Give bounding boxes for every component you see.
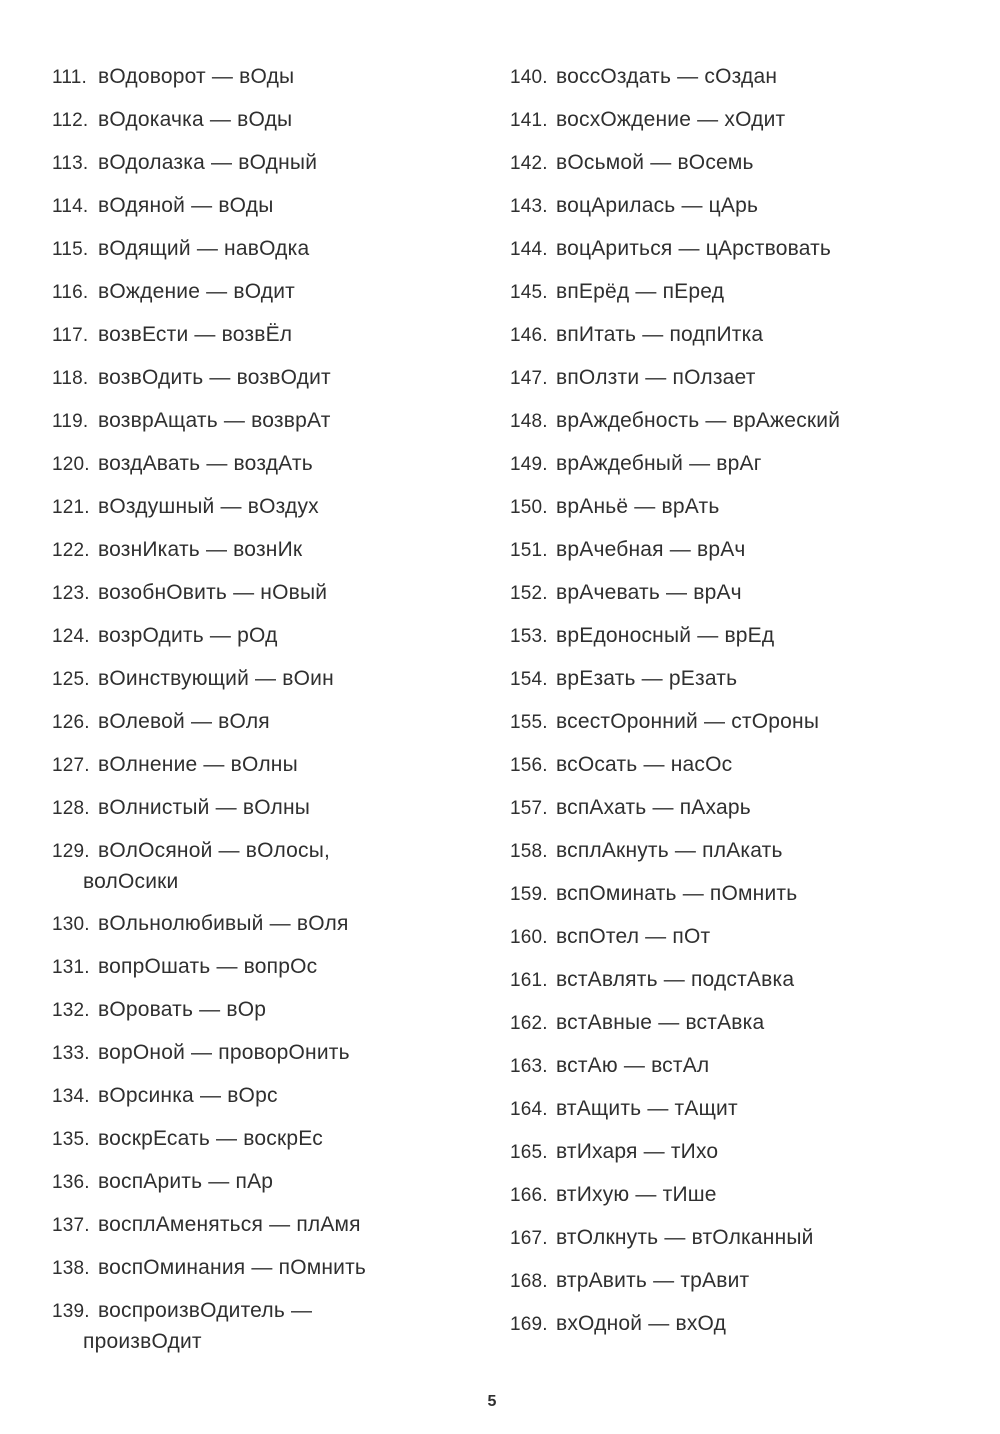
entry-number: 159. <box>510 884 548 905</box>
entry-text: вОрсинка — вОрс <box>98 1084 278 1107</box>
entry-number: 158. <box>510 841 548 862</box>
entry-number: 115. <box>52 239 89 260</box>
list-item <box>510 793 980 836</box>
list-item <box>52 836 492 909</box>
entry-number: 163. <box>510 1056 548 1077</box>
entry-number: 157. <box>510 798 548 819</box>
entry-text: восхОждение — хОдит <box>556 108 786 131</box>
entry-text: втИхаря — тИхо <box>556 1140 719 1163</box>
list-item <box>52 1038 492 1081</box>
list-item <box>52 363 492 406</box>
entry-number: 160. <box>510 927 548 948</box>
entry-text: вОсьмой — вОсемь <box>556 151 754 174</box>
entry-number: 150. <box>510 497 548 518</box>
list-item <box>52 578 492 621</box>
entry-text: вОдоворот — вОды <box>98 65 295 88</box>
entry-number: 136. <box>52 1172 90 1193</box>
entry-text: втИхую — тИше <box>556 1183 717 1206</box>
list-item <box>510 578 980 621</box>
list-item <box>510 836 980 879</box>
list-item <box>510 62 980 105</box>
entry-number: 166. <box>510 1185 548 1206</box>
entry-text: вОинствующий — вОин <box>98 667 334 690</box>
entry-number: 126. <box>52 712 90 733</box>
entry-text: воцАриться — цАрствовать <box>556 237 832 260</box>
entry-text: воспОминания — пОмнить <box>98 1256 367 1279</box>
entry-text: вспАхать — пАхарь <box>556 796 751 819</box>
entry-text: вОлОсяной — вОлосы, <box>98 839 331 862</box>
entry-number: 138. <box>52 1258 90 1279</box>
entry-text: воздАвать — воздАть <box>98 452 313 475</box>
list-item <box>510 148 980 191</box>
entry-text: вОлнение — вОлны <box>98 753 298 776</box>
entry-number: 140. <box>510 67 548 88</box>
list-item <box>510 234 980 277</box>
entry-text: вОлевой — вОля <box>98 710 270 733</box>
list-item <box>52 909 492 952</box>
list-item <box>510 1223 980 1266</box>
entry-number: 139. <box>52 1301 90 1322</box>
entry-number: 147. <box>510 368 548 389</box>
entry-text: всплАкнуть — плАкать <box>556 839 783 862</box>
entry-number: 148. <box>510 411 548 432</box>
page-number: 5 <box>487 1393 497 1410</box>
entry-text: встАю — встАл <box>556 1054 710 1077</box>
entry-text: воскрЕсать — воскрЕс <box>98 1127 323 1150</box>
list-item <box>52 707 492 750</box>
list-item <box>510 1180 980 1223</box>
entry-text: врАчебная — врАч <box>556 538 746 561</box>
entry-text: втАщить — тАщит <box>556 1097 738 1120</box>
list-item <box>52 1081 492 1124</box>
entry-number: 128. <box>52 798 90 819</box>
list-item <box>510 922 980 965</box>
list-item <box>52 952 492 995</box>
entry-text: возврАщать — возврАт <box>98 409 331 432</box>
entry-text: врАньё — врАть <box>556 495 720 518</box>
list-item <box>510 664 980 707</box>
list-item <box>52 191 492 234</box>
list-item <box>52 1167 492 1210</box>
list-item <box>510 1266 980 1309</box>
entry-number: 123. <box>52 583 90 604</box>
entry-text: воцАрилась — цАрь <box>556 194 759 217</box>
right-column <box>510 62 980 1352</box>
list-item <box>510 1008 980 1051</box>
entry-text: вОлнистый — вОлны <box>98 796 311 819</box>
entry-text: вхОдной — вхОд <box>556 1312 727 1335</box>
entry-number: 111. <box>52 67 87 88</box>
entry-number: 142. <box>510 153 548 174</box>
list-item <box>510 621 980 664</box>
entry-number: 124. <box>52 626 90 647</box>
list-item <box>52 105 492 148</box>
entry-number: 129. <box>52 841 90 862</box>
list-item <box>52 406 492 449</box>
entry-text: возвОдить — возвОдит <box>98 366 331 389</box>
list-item <box>52 793 492 836</box>
list-item <box>510 406 980 449</box>
entry-text: вОждение — вОдит <box>98 280 295 303</box>
list-item <box>510 750 980 793</box>
entry-text: вспОтел — пОт <box>556 925 711 948</box>
entry-text: воспАрить — пАр <box>98 1170 274 1193</box>
entry-number: 116. <box>52 282 89 303</box>
entry-number: 164. <box>510 1099 548 1120</box>
entry-text: вОдящий — навОдка <box>98 237 310 260</box>
list-item <box>510 492 980 535</box>
list-item <box>52 1296 492 1369</box>
entry-text: ворОной — проворОнить <box>98 1041 350 1064</box>
entry-number: 149. <box>510 454 548 475</box>
list-item <box>510 363 980 406</box>
list-item <box>510 1137 980 1180</box>
entry-number: 161. <box>510 970 548 991</box>
entry-number: 131. <box>52 957 90 978</box>
entry-number: 168. <box>510 1271 548 1292</box>
entry-text: вспОминать — пОмнить <box>556 882 798 905</box>
entry-text: вознИкать — вознИк <box>98 538 303 561</box>
list-item <box>52 449 492 492</box>
entry-number: 153. <box>510 626 548 647</box>
entry-number: 152. <box>510 583 548 604</box>
entry-continuation: произвОдит <box>83 1330 202 1353</box>
entry-number: 117. <box>52 325 89 346</box>
entry-number: 130. <box>52 914 90 935</box>
entry-text: воссОздать — сОздан <box>556 65 778 88</box>
list-item <box>510 105 980 148</box>
entry-text: встАвлять — подстАвка <box>556 968 795 991</box>
list-item <box>52 535 492 578</box>
entry-number: 146. <box>510 325 548 346</box>
entry-text: впЕрёд — пЕред <box>556 280 725 303</box>
list-item <box>52 62 492 105</box>
list-item <box>510 965 980 1008</box>
list-item <box>510 707 980 750</box>
list-item <box>510 320 980 363</box>
entry-number: 144. <box>510 239 548 260</box>
entry-text: всОсать — насОс <box>556 753 733 776</box>
list-item <box>52 664 492 707</box>
entry-text: врАждебный — врАг <box>556 452 762 475</box>
entry-text: вопрОшать — вопрОс <box>98 955 318 978</box>
list-item <box>510 879 980 922</box>
entry-text: вОздушный — вОздух <box>98 495 319 518</box>
entry-number: 119. <box>52 411 89 432</box>
entry-text: возобнОвить — нОвый <box>98 581 328 604</box>
list-item <box>52 995 492 1038</box>
left-column <box>52 62 492 1369</box>
entry-text: всестОронний — стОроны <box>556 710 820 733</box>
entry-number: 132. <box>52 1000 90 1021</box>
list-item <box>52 492 492 535</box>
list-item <box>52 1210 492 1253</box>
entry-number: 141. <box>510 110 548 131</box>
entry-text: восплАменяться — плАмя <box>98 1213 361 1236</box>
list-item <box>510 277 980 320</box>
entry-text: врАждебность — врАжеский <box>556 409 841 432</box>
list-item <box>510 191 980 234</box>
entry-number: 143. <box>510 196 548 217</box>
entry-text: встАвные — встАвка <box>556 1011 765 1034</box>
entry-number: 156. <box>510 755 548 776</box>
list-item <box>510 535 980 578</box>
list-item <box>510 1309 980 1352</box>
entry-number: 165. <box>510 1142 548 1163</box>
entry-number: 135. <box>52 1129 90 1150</box>
list-item <box>52 320 492 363</box>
entry-number: 120. <box>52 454 90 475</box>
entry-text: вОльнолюбивый — вОля <box>98 912 349 935</box>
list-item <box>52 750 492 793</box>
entry-number: 162. <box>510 1013 548 1034</box>
entry-text: вОдолазка — вОдный <box>98 151 318 174</box>
list-item <box>52 1253 492 1296</box>
entry-text: воспроизвОдитель — <box>98 1299 313 1322</box>
entry-text: вОровать — вОр <box>98 998 267 1021</box>
entry-number: 137. <box>52 1215 90 1236</box>
entry-number: 134. <box>52 1086 90 1107</box>
entry-number: 112. <box>52 110 89 131</box>
list-item <box>52 277 492 320</box>
entry-number: 127. <box>52 755 90 776</box>
list-item <box>52 234 492 277</box>
list-item <box>52 621 492 664</box>
entry-number: 133. <box>52 1043 90 1064</box>
entry-text: врЕзать — рЕзать <box>556 667 738 690</box>
entry-number: 167. <box>510 1228 548 1249</box>
entry-text: возвЕсти — возвЁл <box>98 323 293 346</box>
entry-number: 125. <box>52 669 90 690</box>
entry-number: 113. <box>52 153 89 174</box>
entry-number: 155. <box>510 712 548 733</box>
entry-number: 121. <box>52 497 90 518</box>
entry-text: возрОдить — рОд <box>98 624 278 647</box>
entry-text: втрАвить — трАвит <box>556 1269 750 1292</box>
entry-number: 114. <box>52 196 89 217</box>
entry-text: впИтать — подпИтка <box>556 323 764 346</box>
entry-number: 151. <box>510 540 548 561</box>
entry-text: впОлзти — пОлзает <box>556 366 756 389</box>
entry-number: 118. <box>52 368 89 389</box>
entry-continuation: волОсики <box>83 870 179 893</box>
entry-text: врЕдоносный — врЕд <box>556 624 775 647</box>
list-item <box>52 148 492 191</box>
entry-number: 169. <box>510 1314 548 1335</box>
entry-number: 145. <box>510 282 548 303</box>
list-item <box>510 1094 980 1137</box>
entry-number: 122. <box>52 540 90 561</box>
entry-text: втОлкнуть — втОлканный <box>556 1226 814 1249</box>
list-item <box>510 449 980 492</box>
entry-text: вОдокачка — вОды <box>98 108 293 131</box>
entry-number: 154. <box>510 669 548 690</box>
entry-text: вОдяной — вОды <box>98 194 274 217</box>
entry-text: врАчевать — врАч <box>556 581 742 604</box>
list-item <box>510 1051 980 1094</box>
list-item <box>52 1124 492 1167</box>
